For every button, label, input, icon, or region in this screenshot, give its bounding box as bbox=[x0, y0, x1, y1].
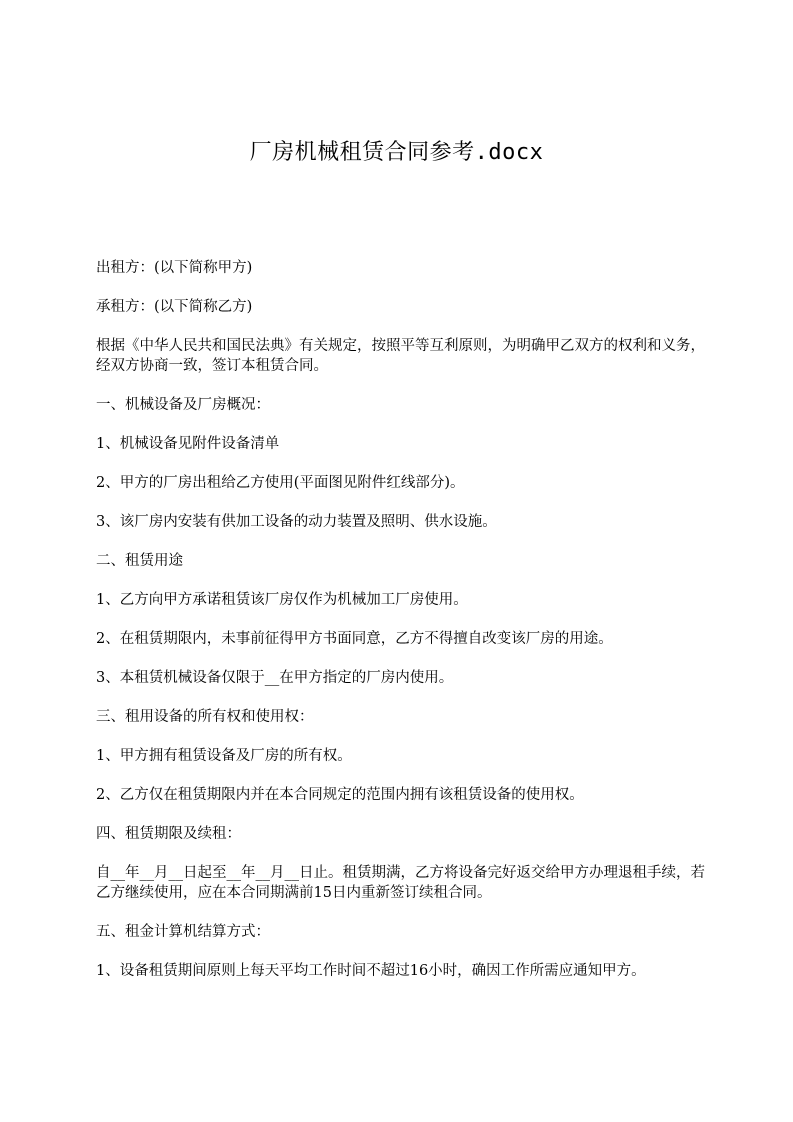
document-body bbox=[96, 258, 708, 1000]
section-heading-4: 四、租赁期限及续租： bbox=[96, 826, 241, 842]
clause-1-2: 2、甲方的厂房出租给乙方使用(平面图见附件红线部分)。 bbox=[96, 475, 465, 491]
paragraph-preamble: 根据《中华人民共和国民法典》有关规定，按照平等互利原则，为明确甲乙双方的权利和义务，经双方协商一致，签订本租赁合同。 bbox=[96, 338, 705, 374]
clause-5-1: 1、设备租赁期间原则上每天平均工作时间不超过16小时，确因工作所需应通知甲方。 bbox=[96, 963, 646, 979]
section-heading-3: 三、租用设备的所有权和使用权： bbox=[96, 709, 314, 725]
clause-2-2: 2、在租赁期限内，未事前征得甲方书面同意，乙方不得擅自改变该厂房的用途。 bbox=[96, 631, 613, 647]
clause-2-1: 1、乙方向甲方承诺租赁该厂房仅作为机械加工厂房使用。 bbox=[96, 592, 468, 608]
clause-3-2: 2、乙方仅在租赁期限内并在本合同规定的范围内拥有该租赁设备的使用权。 bbox=[96, 787, 584, 803]
section-heading-1: 一、机械设备及厂房概况： bbox=[96, 397, 270, 413]
paragraph-lessee: 承租方：(以下简称乙方) bbox=[96, 299, 253, 315]
clause-3-1: 1、甲方拥有租赁设备及厂房的所有权。 bbox=[96, 748, 352, 764]
section-heading-2: 二、租赁用途 bbox=[96, 553, 183, 569]
clause-4-term: 自__年__月__日起至__年__月__日止。租赁期满，乙方将设备完好返交给甲方办理退租手续，若乙方继续使用，应在本合同期满前15日内重新签订续租合同。 bbox=[96, 865, 705, 901]
clause-2-3: 3、本租赁机械设备仅限于__在甲方指定的厂房内使用。 bbox=[96, 670, 454, 686]
clause-1-1: 1、机械设备见附件设备清单 bbox=[96, 436, 280, 452]
section-heading-5: 五、租金计算机结算方式： bbox=[96, 924, 270, 940]
paragraph-lessor: 出租方：(以下简称甲方) bbox=[96, 260, 253, 276]
document-title: 厂房机械租赁合同参考.docx bbox=[249, 140, 544, 165]
clause-1-3: 3、该厂房内安装有供加工设备的动力装置及照明、供水设施。 bbox=[96, 514, 497, 530]
